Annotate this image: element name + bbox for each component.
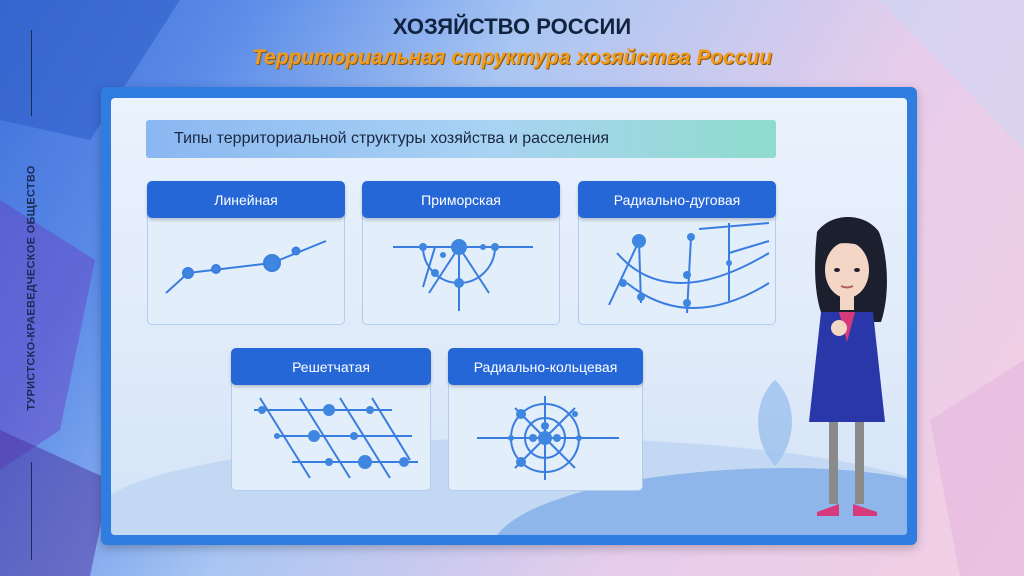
side-divider-top — [31, 30, 32, 116]
side-label: ТУРИСТСКО-КРАЕВЕДЧЕСКОЕ ОБЩЕСТВО — [26, 165, 38, 411]
card-linear-title: Линейная — [147, 181, 345, 218]
card-grid-title: Решетчатая — [231, 348, 431, 385]
presenter-character — [795, 212, 895, 526]
card-radial-ring-title: Радиально-кольцевая — [448, 348, 643, 385]
card-coastal-title: Приморская — [362, 181, 560, 218]
side-divider-bottom — [31, 462, 32, 560]
section-banner: Типы территориальной структуры хозяйства и расселения — [146, 120, 776, 158]
card-radial-arc-title: Радиально-дуговая — [578, 181, 776, 218]
page-title: ХОЗЯЙСТВО РОССИИ — [392, 14, 632, 39]
page-subtitle: Территориальная структура хозяйства России — [252, 46, 772, 69]
